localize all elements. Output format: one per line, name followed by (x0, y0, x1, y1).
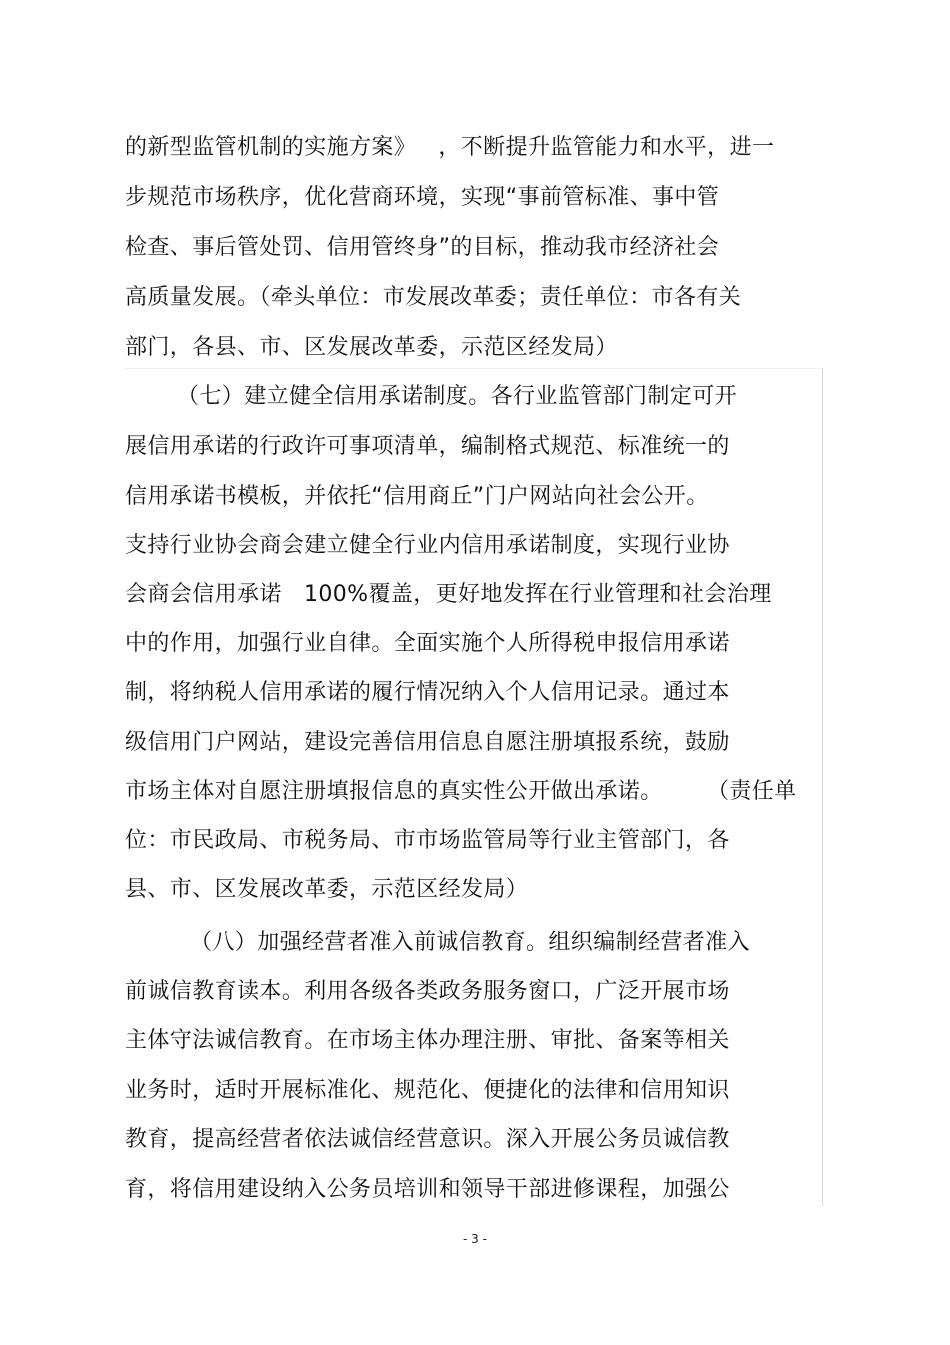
paragraph-3-line-6: 育，将信用建设纳入公务员培训和领导干部进修课程，加强公 (125, 1177, 730, 1202)
paragraph-2-line-2: 展信用承诺的行政许可事项清单，编制格式规范、标准统一的 (125, 434, 730, 459)
paragraph-3-line-4: 业务时，适时开展标准化、规范化、便捷化的法律和信用知识 (125, 1078, 730, 1103)
paragraph-2-line-7: 制，将纳税人信用承诺的履行情况纳入个人信用记录。通过本 (125, 680, 730, 705)
paragraph-1-line-4: 高质量发展。（牵头单位：市发展改革委；责任单位：市各有关 (125, 285, 742, 310)
paragraph-3-line-5: 教育，提高经营者依法诚信经营意识。深入开展公务员诚信教 (125, 1127, 730, 1152)
margin-rule (822, 368, 823, 1206)
page-number: - 3 - (463, 1232, 487, 1246)
paragraph-2-line-1: （七）建立健全信用承诺制度。各行业监管部门制定可开 (177, 384, 738, 409)
paragraph-1-line-3: 检查、事后管处罚、信用管终身”的目标，推动我市经济社会 (125, 235, 720, 260)
paragraph-3-line-1: （八）加强经营者准入前诚信教育。组织编制经营者准入 (190, 930, 751, 955)
paragraph-3-line-3: 主体守法诚信教育。在市场主体办理注册、审批、备案等相关 (125, 1028, 730, 1053)
paragraph-2-line-9: 市场主体对自愿注册填报信息的真实性公开做出承诺。 （责任单 (125, 779, 797, 804)
paragraph-2-line-4: 支持行业协会商会建立健全行业内信用承诺制度，实现行业协 (125, 533, 730, 558)
paragraph-2-line-10: 位：市民政局、市税务局、市市场监管局等行业主管部门，各 (125, 828, 730, 853)
paragraph-2-line-5: 会商会信用承诺 100%覆盖，更好地发挥在行业管理和社会治理 (125, 582, 772, 607)
paragraph-1-line-2: 步规范市场秩序，优化营商环境，实现“事前管标准、事中管 (125, 185, 720, 210)
paragraph-2-line-11: 县、市、区发展改革委，示范区经发局） (125, 877, 529, 902)
paragraph-2-line-8: 级信用门户网站，建设完善信用信息自愿注册填报系统，鼓励 (125, 730, 730, 755)
divider-line (125, 368, 823, 369)
paragraph-1-line-1: 的新型监管机制的实施方案》 ，不断提升监管能力和水平，进一 (125, 135, 775, 160)
paragraph-2-line-6: 中的作用，加强行业自律。全面实施个人所得税申报信用承诺 (125, 631, 730, 656)
paragraph-2-line-3: 信用承诺书模板，并依托“信用商丘”门户网站向社会公开。 (125, 484, 709, 509)
paragraph-1-line-5: 部门，各县、市、区发展改革委，示范区经发局） (125, 335, 618, 360)
paragraph-3-line-2: 前诚信教育读本。利用各级各类政务服务窗口，广泛开展市场 (125, 979, 730, 1004)
